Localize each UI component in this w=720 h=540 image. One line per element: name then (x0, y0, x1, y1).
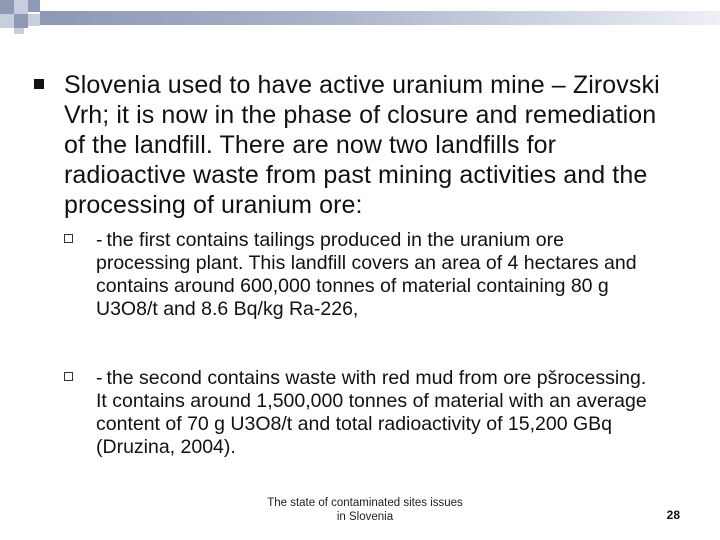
sub-bullet-text (96, 367, 656, 459)
filled-square-bullet-icon (34, 79, 44, 89)
header-square (14, 0, 28, 14)
hollow-square-bullet-icon (64, 234, 73, 243)
header-square (40, 11, 52, 25)
header-square (28, 0, 40, 12)
header-square (28, 14, 40, 26)
sub-bullet-dash: - (96, 229, 103, 251)
sub-bullet-content: the second contains waste with red mud from ore pšrocessing. It contains around 1,500,000 tonnes of material with an average content of 70 g U3O8/t and total radioactivity of 15,200 GBq (Druzina, 2004). (96, 367, 647, 458)
main-bullet-text: Slovenia used to have active uranium mine – Zirovski Vrh; it is now in the phase of closure and remediation of the landfill. There are now two landfills for radioactive waste from past mining activities and the processing of uranium ore: (64, 71, 660, 219)
hollow-square-bullet-icon (64, 372, 73, 381)
footer-line: in Slovenia (336, 511, 394, 523)
footer-caption (240, 496, 490, 524)
sub-bullet-text (96, 229, 656, 321)
sub-bullet-content: the first contains tailings produced in the uranium ore processing plant. This landfill covers an area of 4 hectares and contains around 600,000 tonnes of material containing 80 g U3O8/t and 8.6 Bq/kg Ra-226, (96, 229, 637, 320)
header-square (14, 14, 28, 28)
header-gradient-bar (52, 11, 720, 25)
sub-bullet-dash: - (96, 367, 103, 389)
header-square (0, 0, 14, 14)
header-square (0, 14, 14, 28)
footer-line: The state of contaminated sites issues (267, 497, 463, 509)
header-square (14, 28, 24, 34)
page-number: 28 (666, 508, 680, 522)
header-decoration (0, 0, 720, 34)
